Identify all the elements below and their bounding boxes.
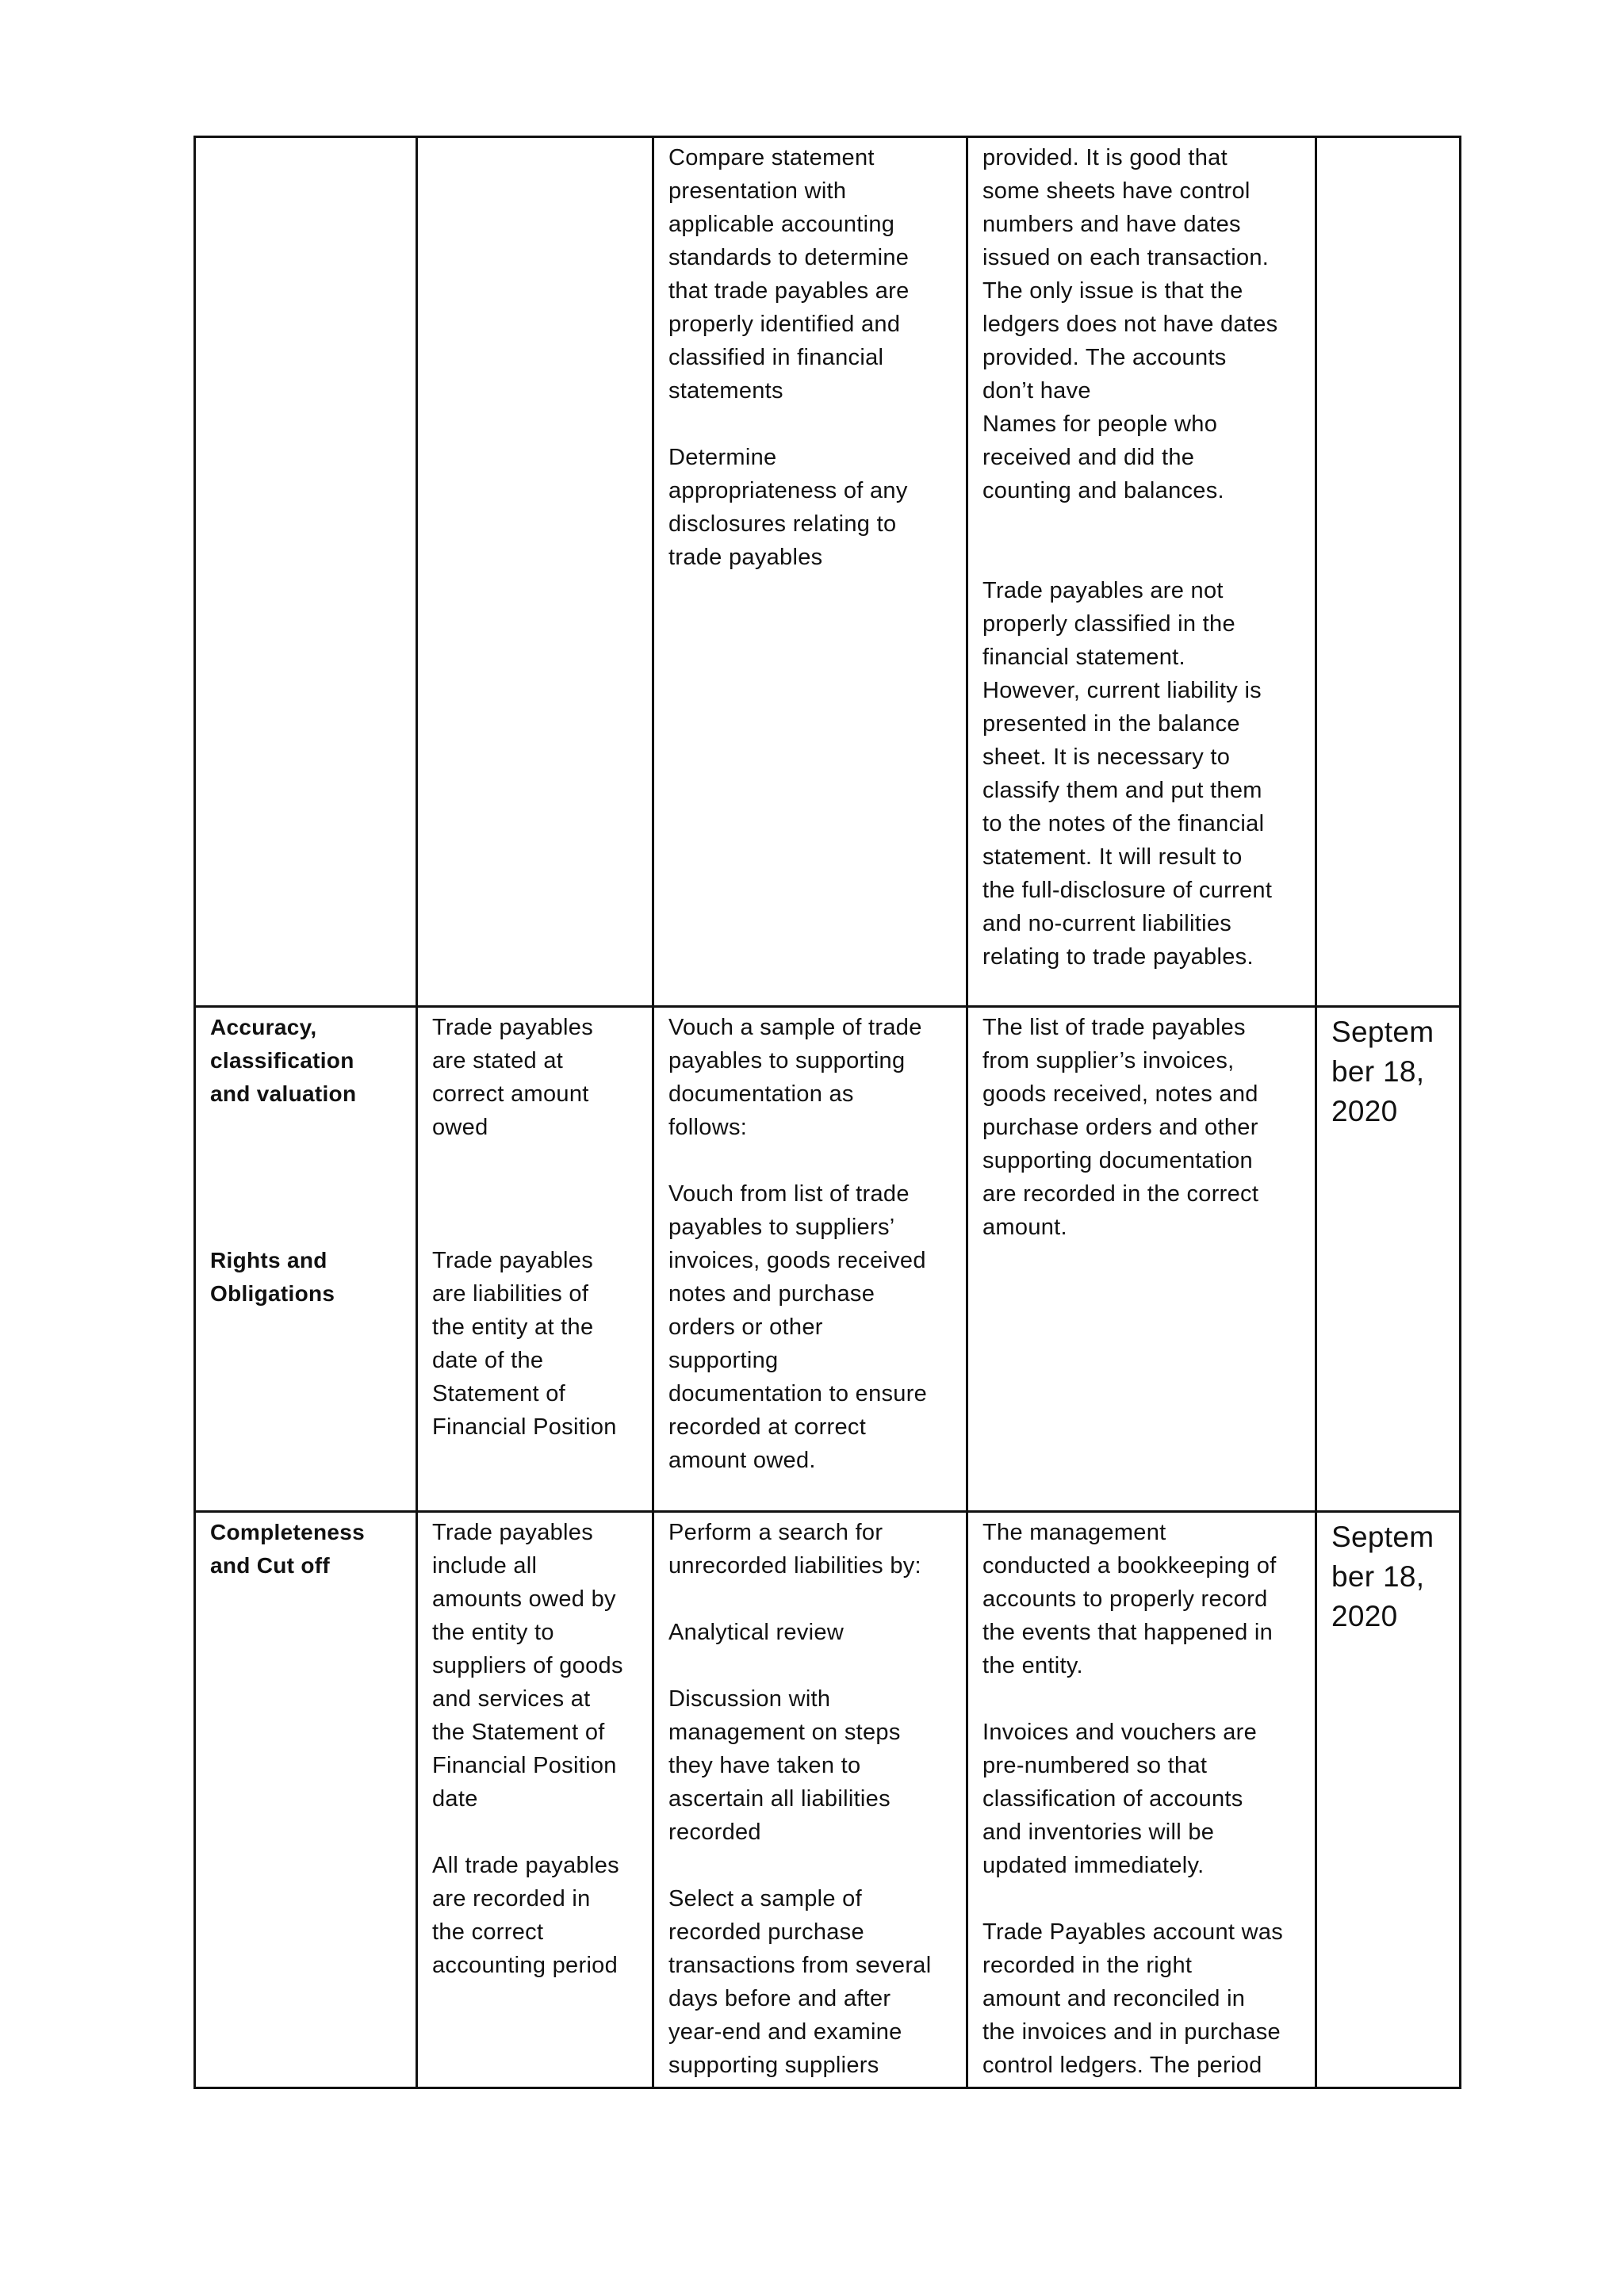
- procedure-text: Vouch a sample of trade payables to supporting documentation as follows:: [668, 1015, 922, 1140]
- assertion-cell: [195, 137, 417, 1007]
- assertion-cell: [195, 1512, 417, 2088]
- objective-cell: [417, 137, 653, 1007]
- date-text: Septem ber 18, 2020: [1331, 1016, 1434, 1127]
- date-text: Septem ber 18, 2020: [1331, 1521, 1434, 1632]
- assertion-label: Completeness and Cut off: [210, 1520, 365, 1578]
- procedure-cell: [653, 1007, 967, 1512]
- finding-cell: [967, 1007, 1316, 1512]
- table-row: [195, 1512, 1461, 2088]
- assertion-label: Accuracy, classification and valuation: [210, 1015, 357, 1106]
- objective-text: Trade payables include all amounts owed by the entity to suppliers of goods and services at the Statement of Financial Position date: [432, 1520, 623, 1812]
- assertion-label: Rights and Obligations: [210, 1248, 335, 1306]
- procedure-text: Perform a search for unrecorded liabilities by:: [668, 1520, 921, 1578]
- objective-text: Trade payables are liabilities of the entity at the date of the Statement of Financial Position: [432, 1248, 617, 1440]
- assertion-cell: [195, 1007, 417, 1512]
- finding-cell: [967, 137, 1316, 1007]
- finding-text: provided. It is good that some sheets have control numbers and have dates issued on each transaction. The only issue is that the ledgers does not have dates provided. The accounts don’t have Names for people who received and did the counting and balances.: [982, 145, 1278, 503]
- table-row: [195, 137, 1461, 1007]
- procedure-cell: [653, 137, 967, 1007]
- procedure-text: Discussion with management on steps they have taken to ascertain all liabilities recorded: [668, 1686, 901, 1845]
- procedure-text: Vouch from list of trade payables to suppliers’ invoices, goods received notes and purchase orders or other supporting documentation to ensure recorded at correct amount owed.: [668, 1181, 928, 1473]
- objective-text: All trade payables are recorded in the correct accounting period: [432, 1853, 619, 1978]
- date-cell: [1316, 1512, 1461, 2088]
- finding-text: The list of trade payables from supplier’s invoices, goods received, notes and purchase orders and other supporting documentation are recorded in the correct amount.: [982, 1015, 1259, 1240]
- finding-text: Trade payables are not properly classified in the financial statement. However, current liability is presented in the balance sheet. It is necessary to classify them and put them to the notes of the financial statement. It will result to the full-disclosure of current and no-current liabilities relating to trade payables.: [982, 578, 1273, 970]
- procedure-text: Compare statement presentation with applicable accounting standards to determine that trade payables are properly identified and classified in financial statements: [668, 145, 910, 404]
- procedure-text: Analytical review: [668, 1620, 845, 1645]
- audit-program-table: [193, 136, 1461, 2089]
- finding-text: Trade Payables account was recorded in the right amount and reconciled in the invoices and in purchase control ledgers. The period: [982, 1919, 1284, 2078]
- procedure-text: Determine appropriateness of any disclosures relating to trade payables: [668, 445, 908, 570]
- procedure-text: Select a sample of recorded purchase transactions from several days before and after year-end and examine supporting suppliers: [668, 1886, 932, 2078]
- finding-text: Invoices and vouchers are pre-numbered so that classification of accounts and inventories will be updated immediately.: [982, 1720, 1258, 1878]
- finding-text: The management conducted a bookkeeping of accounts to properly record the events that happened in the entity.: [982, 1520, 1277, 1678]
- table-row: [195, 1007, 1461, 1512]
- procedure-cell: [653, 1512, 967, 2088]
- finding-cell: [967, 1512, 1316, 2088]
- date-cell: [1316, 137, 1461, 1007]
- objective-cell: [417, 1512, 653, 2088]
- objective-text: Trade payables are stated at correct amount owed: [432, 1015, 594, 1140]
- objective-cell: [417, 1007, 653, 1512]
- date-cell: [1316, 1007, 1461, 1512]
